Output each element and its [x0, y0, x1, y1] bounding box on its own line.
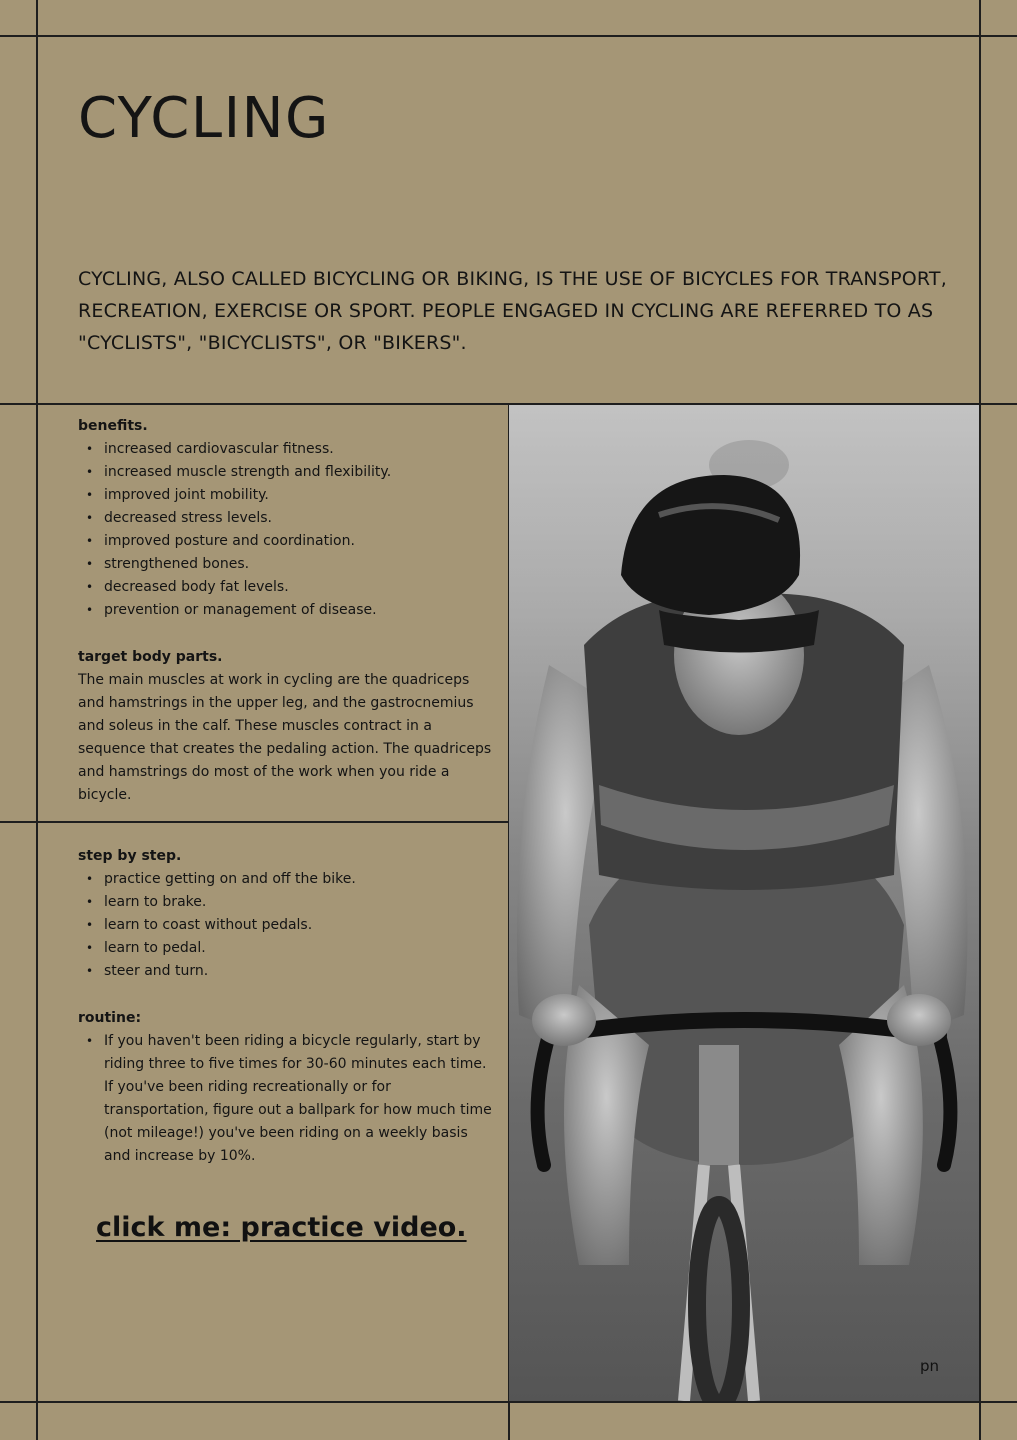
list-item: • practice getting on and off the bike. — [78, 868, 356, 891]
page-title: CYCLING — [78, 86, 330, 151]
list-item: • decreased body fat levels. — [78, 576, 391, 599]
list-item: • decreased stress levels. — [78, 507, 391, 530]
list-item: • strengthened bones. — [78, 553, 391, 576]
benefits-heading: benefits. — [78, 418, 148, 434]
grid-line-left-divider — [0, 821, 508, 823]
practice-video-link[interactable]: click me: practice video. — [96, 1212, 467, 1243]
signature-text: pn — [919, 1357, 939, 1375]
target-heading: target body parts. — [78, 649, 223, 665]
cyclist-illustration — [509, 405, 979, 1401]
list-item: • increased cardiovascular fitness. — [78, 438, 391, 461]
list-item: • If you haven't been riding a bicycle regularly, start by riding three to five times for 30-60 minutes each time. If you've been riding recreationally or for transportation, figure out a ballpark for how much time (not mileage!) you've been riding on a weekly basis and increase by 10%. — [78, 1030, 498, 1168]
steps-list — [78, 868, 356, 983]
list-item: • increased muscle strength and flexibility. — [78, 461, 391, 484]
list-item: • improved posture and coordination. — [78, 530, 391, 553]
routine-list — [78, 1030, 498, 1168]
routine-heading: routine: — [78, 1010, 142, 1026]
grid-line-right — [979, 0, 981, 1440]
target-paragraph: The main muscles at work in cycling are the quadriceps and hamstrings in the upper leg, and the gastrocnemius and soleus in the calf. These muscles contract in a sequence that creates the pedaling action. The quadriceps and hamstrings do most of the work when you ride a bicycle. — [78, 672, 492, 803]
list-item: • learn to brake. — [78, 891, 356, 914]
cyclist-photo — [509, 405, 979, 1401]
grid-line-top — [0, 35, 1017, 37]
steps-heading: step by step. — [78, 848, 182, 864]
list-item: • learn to coast without pedals. — [78, 914, 356, 937]
list-item: • improved joint mobility. — [78, 484, 391, 507]
list-item: • learn to pedal. — [78, 937, 356, 960]
benefits-list — [78, 438, 391, 622]
grid-line-left — [36, 0, 38, 1440]
grid-line-bottom — [0, 1401, 1017, 1403]
list-item: • steer and turn. — [78, 960, 356, 983]
list-item: • prevention or management of disease. — [78, 599, 391, 622]
intro-paragraph: CYCLING, ALSO CALLED BICYCLING OR BIKING, IS THE USE OF BICYCLES FOR TRANSPORT, RECREATION, EXERCISE OR SPORT. PEOPLE ENGAGED IN CYCLING ARE REFERRED TO AS "CYCLISTS", "BICYCLISTS", OR "BIKERS". — [78, 268, 947, 354]
